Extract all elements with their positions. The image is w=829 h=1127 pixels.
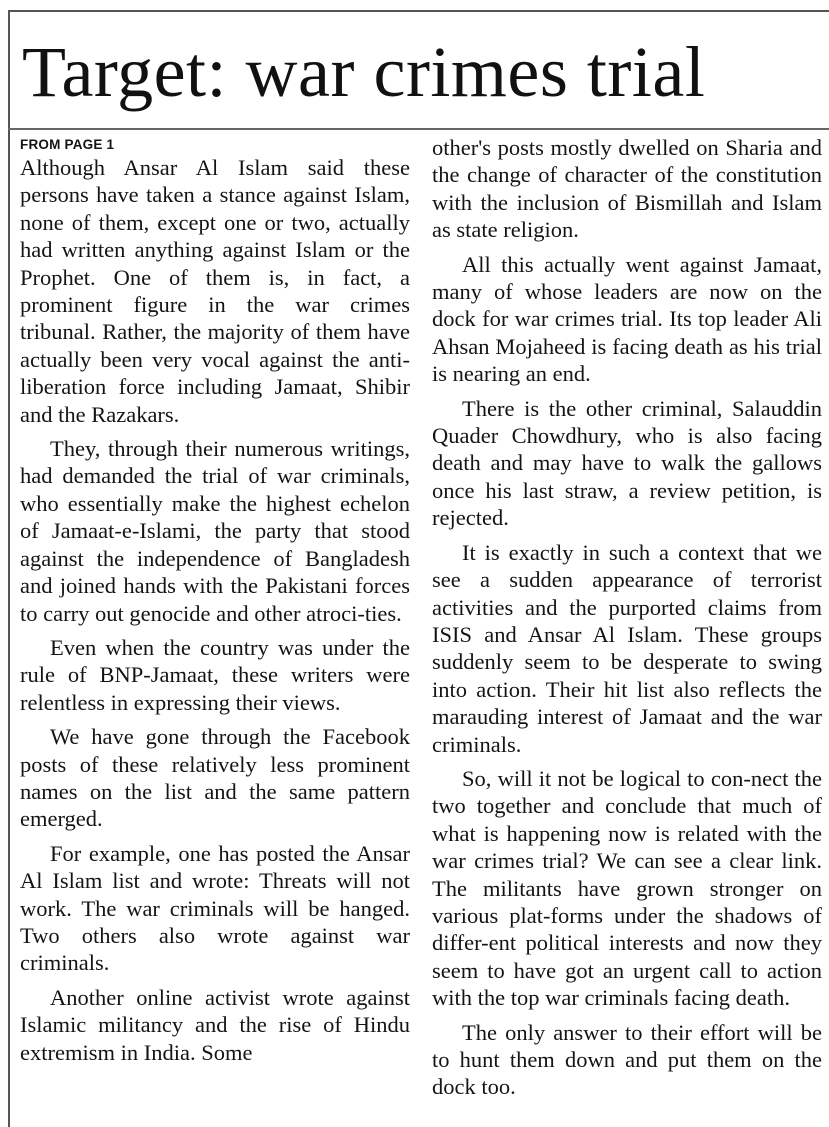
paragraph: All this actually went against Jamaat, many of whose leaders are now on the dock for war crimes trial. Its top leader Ali Ahsan Mojaheed is facing death as his trial is nearing an end. <box>432 251 822 387</box>
left-column <box>20 134 410 1073</box>
top-border-rule <box>8 10 829 12</box>
kicker: FROM PAGE 1 <box>20 137 115 152</box>
paragraph: Another online activist wrote against Islamic militancy and the rise of Hindu extremism in India. Some <box>20 984 410 1065</box>
headline: Target: war crimes trial <box>22 32 706 112</box>
paragraph: It is exactly in such a context that we see a sudden appearance of terrorist activities and the purported claims from ISIS and Ansar Al Islam. These groups suddenly seem to be desperate to swing into action. Their hit list also reflects the marauding interest of Jamaat and the war criminals. <box>432 539 822 757</box>
headline-rule <box>8 128 829 130</box>
paragraph: other's posts mostly dwelled on Sharia and the change of character of the constitution with the inclusion of Bismillah and Islam as state religion. <box>432 135 822 243</box>
right-column <box>432 134 822 1108</box>
paragraph: For example, one has posted the Ansar Al Islam list and wrote: Threats will not work. The war criminals will be hanged. Two others also wrote against war criminals. <box>20 840 410 976</box>
paragraph: So, will it not be logical to con-nect the two together and conclude that much of what is happening now is related with the war crimes trial? We can see a clear link. The militants have grown stronger on various plat-forms under the shadows of differ-ent political interests and now they seem to have got an urgent call to action with the top war criminals facing death. <box>432 765 822 1011</box>
left-border-rule <box>8 10 10 1127</box>
paragraph: The only answer to their effort will be to hunt them down and put them on the dock too. <box>432 1019 822 1100</box>
paragraph: There is the other criminal, Salauddin Quader Chowdhury, who is also facing death and may have to walk the gallows once his last straw, a review petition, is rejected. <box>432 395 822 531</box>
paragraph: Although Ansar Al Islam said these persons have taken a stance against Islam, none of them, except one or two, actually had written anything against Islam or the Prophet. One of them is, in fact, a prominent figure in the war crimes tribunal. Rather, the majority of them have actually been very vocal against the anti-liberation force including Jamaat, Shibir and the Razakars. <box>20 155 410 427</box>
paragraph: Even when the country was under the rule of BNP-Jamaat, these writers were relentless in expressing their views. <box>20 634 410 715</box>
paragraph: We have gone through the Facebook posts of these relatively less prominent names on the list and the same pattern emerged. <box>20 724 410 832</box>
paragraph: They, through their numerous writings, had demanded the trial of war criminals, who essentially make the highest echelon of Jamaat-e-Islami, the party that stood against the independence of Bangladesh and joined hands with the Pakistani forces to carry out genocide and other atroci-ties. <box>20 436 410 626</box>
